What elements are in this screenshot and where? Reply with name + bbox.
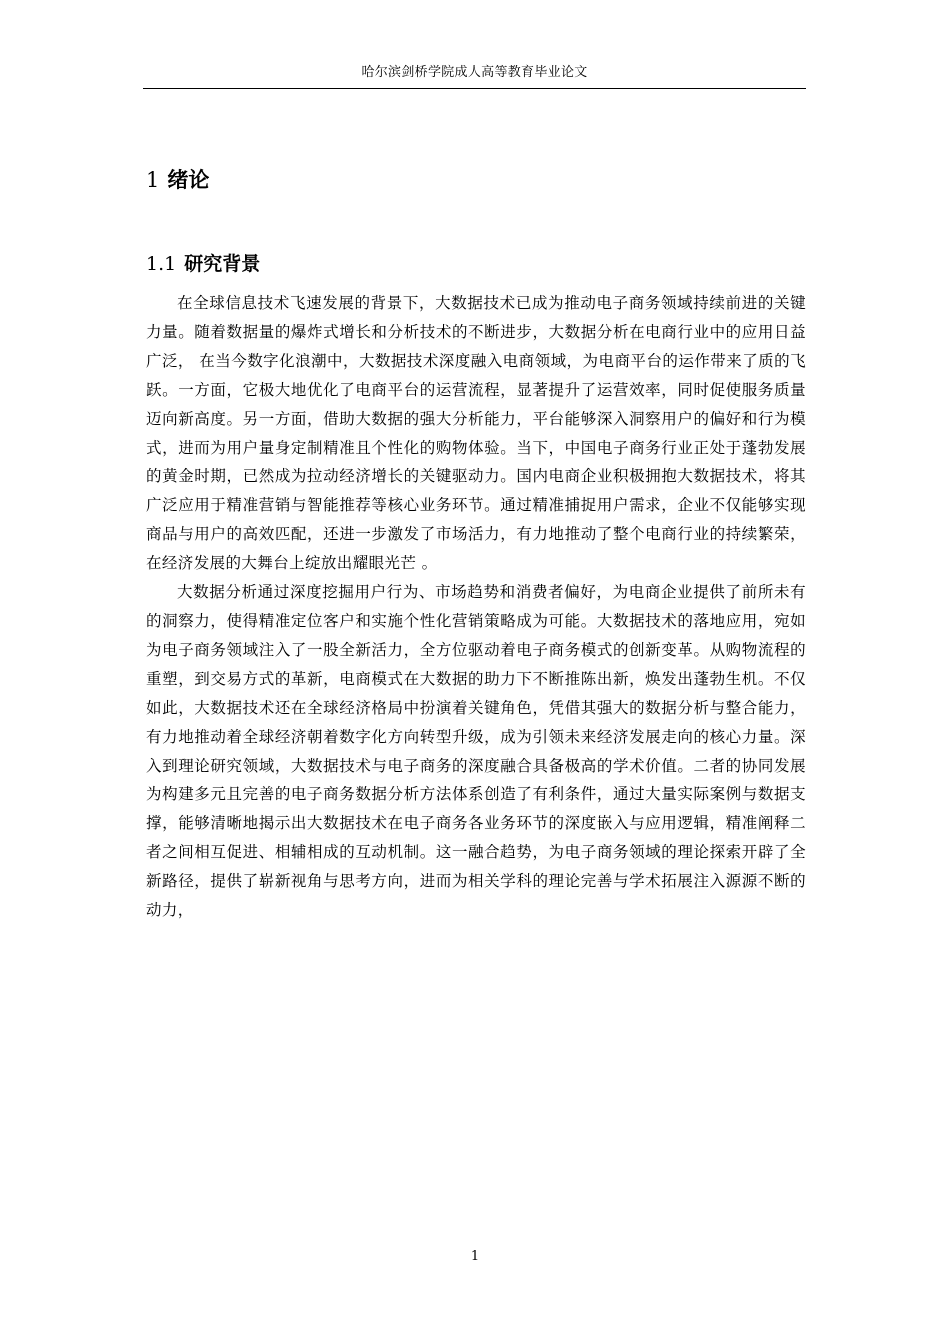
section-number: 1.1 (146, 253, 177, 275)
paragraph: 在全球信息技术飞速发展的背景下，大数据技术已成为推动电子商务领域持续前进的关键力量。随着数据量的爆炸式增长和分析技术的不断进步，大数据分析在电商行业中的应用日益广泛， 在当今数字化浪潮中，大数据技术深度融入电商领域，为电商平台的运作带来了质的飞跃。一方面，它极大地优化了电商平台的运营流程，显著提升了运营效率，同时促使服务质量迈向新高度。另一方面，借助大数据的强大分析能力，平台能够深入洞察用户的偏好和行为模式，进而为用户量身定制精准且个性化的购物体验。当下，中国电子商务行业正处于蓬勃发展的黄金时期，已然成为拉动经济增长的关键驱动力。国内电商企业积极拥抱大数据技术，将其广泛应用于精准营销与智能推荐等核心业务环节。通过精准捕捉用户需求，企业不仅能够实现商品与用户的高效匹配，还进一步激发了市场活力，有力地推动了整个电商行业的持续繁荣，在经济发展的大舞台上绽放出耀眼光芒 。 (146, 294, 806, 573)
section-heading (146, 249, 260, 279)
chapter-title: 绪论 (167, 167, 210, 192)
header-divider (143, 88, 806, 89)
body-text (146, 289, 806, 925)
page-number: 1 (470, 1249, 480, 1264)
page-header: 哈尔滨剑桥学院成人高等教育毕业论文 (361, 65, 588, 80)
chapter-number: 1 (146, 168, 160, 192)
section-title: 研究背景 (184, 253, 261, 275)
chapter-heading (146, 164, 209, 196)
paragraph: 大数据分析通过深度挖掘用户行为、市场趋势和消费者偏好，为电商企业提供了前所未有的洞察力，使得精准定位客户和实施个性化营销策略成为可能。大数据技术的落地应用，宛如为电子商务领域注入了一股全新活力，全方位驱动着电子商务模式的创新变革。从购物流程的重塑，到交易方式的革新，电商模式在大数据的助力下不断推陈出新，焕发出蓬勃生机。不仅如此，大数据技术还在全球经济格局中扮演着关键角色，凭借其强大的数据分析与整合能力，有力地推动着全球经济朝着数字化方向转型升级，成为引领未来经济发展走向的核心力量。深入到理论研究领域，大数据技术与电子商务的深度融合具备极高的学术价值。二者的协同发展为构建多元且完善的电子商务数据分析方法体系创造了有利条件，通过大量实际案例与数据支撑，能够清晰地揭示出大数据技术在电子商务各业务环节的深度嵌入与应用逻辑，精准阐释二者之间相互促进、相辅相成的互动机制。这一融合趋势，为电子商务领域的理论探索开辟了全新路径，提供了崭新视角与思考方向，进而为相关学科的理论完善与学术拓展注入源源不断的动力， (146, 583, 806, 920)
